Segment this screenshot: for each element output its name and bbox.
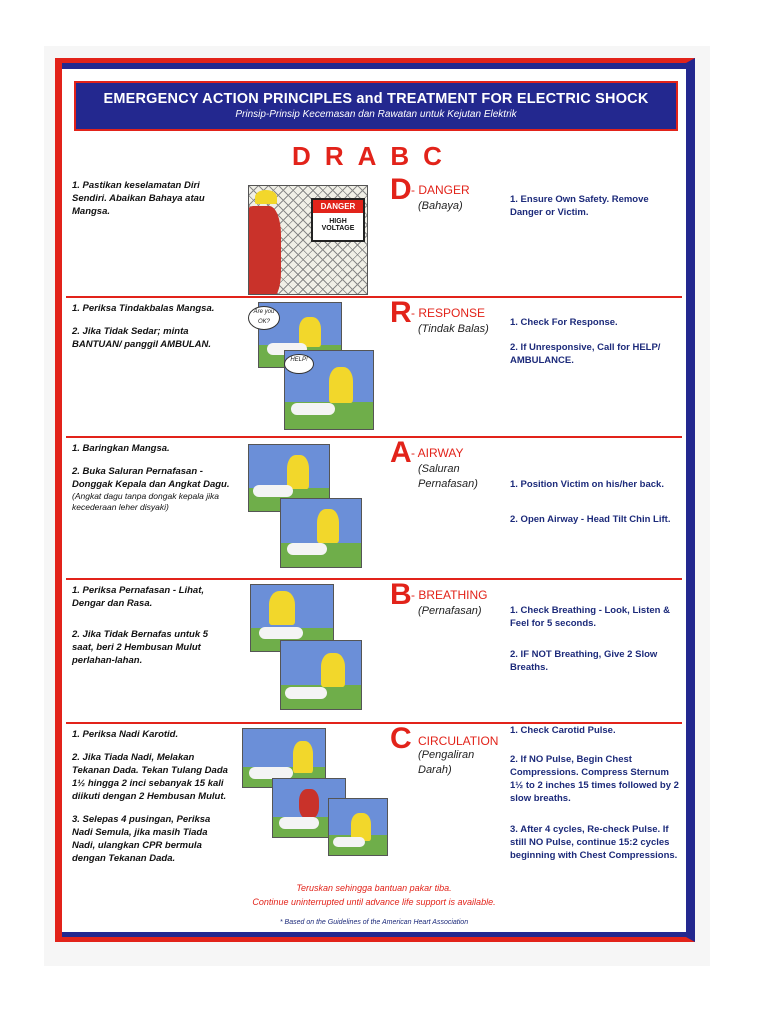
- airway-english-text: [510, 478, 682, 538]
- circulation-malay-step-1: 1. Periksa Nadi Karotid.: [72, 729, 179, 740]
- circulation-english-step-2: 2. If NO Pulse, Begin Chest Compressions. Compress Sternum 1½ to 2 inches 15 times followed by 2 slow breaths.: [510, 754, 679, 804]
- footer-credit: * Based on the Guidelines of the American Heart Association: [279, 919, 469, 926]
- poster-header: [74, 81, 678, 131]
- breathing-malay-step-1: 1. Periksa Pernafasan - Lihat, Dengar dan Rasa.: [72, 585, 205, 609]
- breathing-english-step-1: 1. Check Breathing - Look, Listen & Feel for 5 seconds.: [510, 605, 670, 629]
- response-english-step-2: 2. If Unresponsive, Call for HELP/ AMBULANCE.: [510, 342, 661, 366]
- response-malay-step-2: 2. Jika Tidak Sedar; minta BANTUAN/ panggil AMBULAN.: [72, 326, 211, 350]
- circulation-letter: C: [390, 722, 412, 755]
- danger-malay-text: [72, 179, 232, 228]
- response-malay-step-1: 1. Periksa Tindakbalas Mangsa.: [72, 303, 215, 314]
- hard-hat-icon: [255, 190, 277, 204]
- danger-sign-label: DANGER: [313, 200, 363, 213]
- breathing-illustration-2: [280, 640, 362, 710]
- airway-malay-note: (Angkat dagu tanpa dongak kepala jika kecederaan leher disyaki): [72, 491, 219, 512]
- victim-figure: [253, 485, 293, 497]
- rescuer-figure: [269, 591, 295, 625]
- circulation-malay-step-2: 2. Jika Tiada Nadi, Melakan Tekanan Dada. Tekan Tulang Dada 1½ hingga 2 inci sebanyak 15 kali diikuti dengan 2 Hembusan Mulut.: [72, 752, 228, 802]
- circulation-malay-text: [72, 728, 232, 875]
- breathing-english-text: [510, 604, 682, 686]
- help-bubble: HELP!: [284, 354, 314, 374]
- airway-title: - AIRWAY: [411, 446, 464, 460]
- victim-figure: [333, 837, 365, 847]
- drabc-heading: DRABC: [292, 141, 456, 171]
- section-breathing: [66, 578, 682, 724]
- airway-subtitle: (Saluran Pernafasan): [418, 463, 478, 490]
- danger-english-text: [510, 193, 682, 231]
- rescuer-figure: [293, 741, 313, 773]
- circulation-english-step-1: 1. Check Carotid Pulse.: [510, 725, 616, 736]
- breathing-letter: B: [390, 578, 412, 611]
- rescuer-figure: [317, 509, 339, 543]
- response-title: - RESPONSE: [411, 306, 486, 320]
- danger-title: - DANGER: [411, 183, 470, 197]
- rescuer-figure: [287, 455, 309, 489]
- airway-letter: A: [390, 436, 412, 469]
- danger-illustration: [248, 185, 368, 295]
- danger-english-step-1: 1. Ensure Own Safety. Remove Danger or Victim.: [510, 194, 649, 218]
- breathing-subtitle: (Pernafasan): [418, 605, 482, 617]
- victim-figure: [279, 817, 319, 829]
- section-response: [66, 296, 682, 438]
- rescuer-figure: [329, 367, 353, 403]
- danger-sign: [311, 198, 365, 242]
- victim-figure: [287, 543, 327, 555]
- victim-figure: [259, 627, 303, 639]
- breathing-english-step-2: 2. IF NOT Breathing, Give 2 Slow Breaths.: [510, 649, 658, 673]
- danger-letter: D: [390, 173, 412, 206]
- airway-malay-step-1: 1. Baringkan Mangsa.: [72, 443, 170, 454]
- victim-figure: [291, 403, 335, 415]
- airway-english-step-2: 2. Open Airway - Head Tilt Chin Lift.: [510, 514, 671, 525]
- rescuer-figure: [321, 653, 345, 687]
- response-english-step-1: 1. Check For Response.: [510, 317, 618, 328]
- response-malay-text: [72, 302, 232, 361]
- circulation-illustration-3: [328, 798, 388, 856]
- footer-english-note: Continue uninterrupted until advance life support is available.: [252, 897, 496, 907]
- breathing-malay-text: [72, 584, 232, 677]
- circulation-english-text: [510, 724, 682, 874]
- response-letter: R: [390, 296, 412, 329]
- section-circulation: [66, 722, 682, 882]
- section-danger: [66, 173, 682, 298]
- breathing-malay-step-2: 2. Jika Tidak Bernafas untuk 5 saat, beri 2 Hembusan Mulut perlahan-lahan.: [72, 629, 209, 666]
- circulation-subtitle: (Pengaliran Darah): [418, 749, 475, 776]
- response-subtitle: (Tindak Balas): [418, 323, 489, 335]
- speech-bubble: Are you OK?: [248, 306, 280, 330]
- victim-figure: [285, 687, 327, 699]
- footer-malay-note: Teruskan sehingga bantuan pakar tiba.: [296, 883, 452, 893]
- airway-malay-text: [72, 442, 232, 523]
- section-airway: [66, 436, 682, 580]
- danger-subtitle: (Bahaya): [418, 200, 463, 212]
- rescuer-figure: [299, 789, 319, 819]
- danger-malay-step-1: 1. Pastikan keselamatan Diri Sendiri. Abaikan Bahaya atau Mangsa.: [72, 180, 205, 217]
- airway-illustration-2: [280, 498, 362, 568]
- high-voltage-label: HIGH VOLTAGE: [321, 218, 355, 232]
- circulation-malay-step-3: 3. Selepas 4 pusingan, Periksa Nadi Semula, jika masih Tiada Nadi, ulangkan CPR bermula dengan Tekanan Dada.: [72, 814, 211, 864]
- circulation-title: CIRCULATION: [418, 734, 499, 748]
- poster: [55, 58, 695, 942]
- poster-title: EMERGENCY ACTION PRINCIPLES and TREATMENT FOR ELECTRIC SHOCK: [103, 91, 649, 107]
- poster-bottom-band: [62, 932, 686, 937]
- airway-english-step-1: 1. Position Victim on his/her back.: [510, 479, 664, 490]
- breathing-title: - BREATHING: [411, 588, 488, 602]
- airway-malay-step-2: 2. Buka Saluran Pernafasan - Donggak Kepala dan Angkat Dagu.: [72, 466, 230, 490]
- poster-top-band: [62, 63, 686, 69]
- circulation-english-step-3: 3. After 4 cycles, Re-check Pulse. If still NO Pulse, continue 15:2 cycles beginning with Chest Compressions.: [510, 824, 678, 861]
- response-english-text: [510, 316, 682, 379]
- poster-subtitle: Prinsip-Prinsip Kecemasan dan Rawatan untuk Kejutan Elektrik: [235, 109, 517, 120]
- rescuer-figure: [248, 206, 281, 295]
